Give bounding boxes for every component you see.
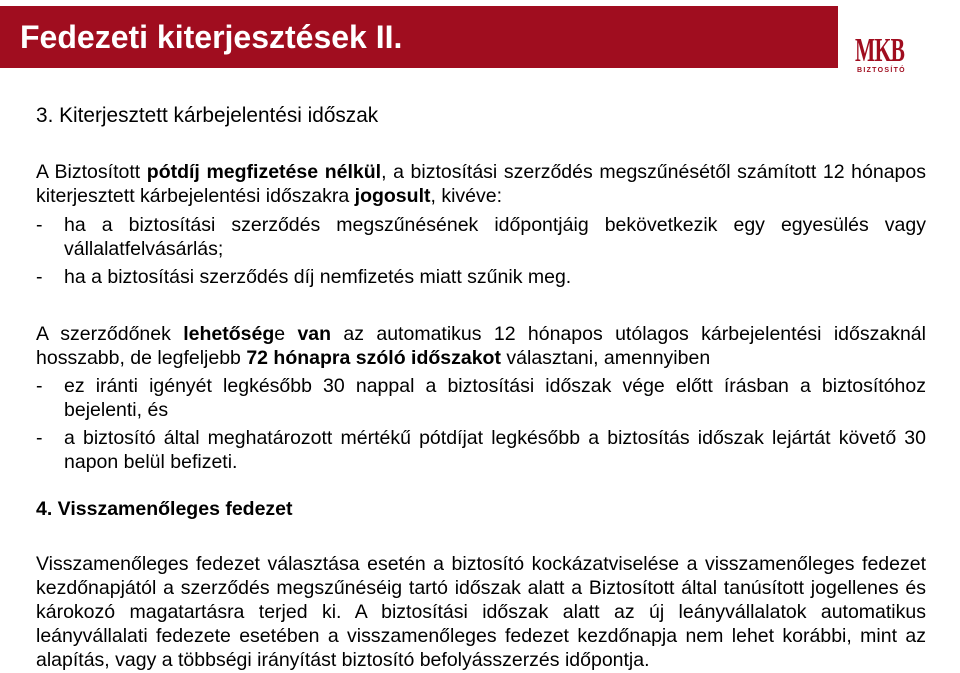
- text-run: , kivéve:: [430, 185, 503, 207]
- paragraph-line: [36, 160, 926, 184]
- paragraph-line: leányvállalati fedezete esetében a visszamenőleges fedezet kezdőnapja nem lehet korábbi, mint az: [36, 625, 926, 647]
- list-dash: -: [36, 266, 43, 288]
- item-text: [64, 213, 926, 261]
- emphasis-text: 72 hónapra szóló időszakot: [246, 347, 501, 369]
- slide-title: Fedezeti kiterjesztések II.: [20, 19, 403, 55]
- emphasis-text: van: [297, 323, 332, 345]
- title-bar: [0, 6, 838, 68]
- exception-item: [36, 265, 926, 289]
- text-run: az automatikus 12 hónapos utólagos kárbejelentési időszaknál: [331, 323, 926, 345]
- section-4-heading: 4. Visszamenőleges fedezet: [36, 498, 293, 520]
- retroactive-cover-paragraph: [36, 552, 926, 672]
- item-line: bejelenti, és: [64, 399, 169, 421]
- item-text: [64, 374, 926, 422]
- item-line: ez iránti igényét legkésőbb 30 nappal a biztosítási időszak vége előtt írásban a biztosítóhoz: [64, 375, 926, 397]
- logo-wordmark: MKB: [855, 32, 905, 69]
- list-dash: -: [36, 427, 43, 449]
- item-text: [64, 265, 926, 289]
- paragraph-line: [36, 346, 926, 370]
- item-line: ha a biztosítási szerződés megszűnésének időpontjáig bekövetkezik egy egyesülés vagy: [64, 214, 926, 236]
- list-dash: -: [36, 375, 43, 397]
- emphasis-text: lehetőség: [183, 323, 275, 345]
- paragraph-line: alapítás, vagy a többségi irányítást biztosító befolyásszerzés időpontja.: [36, 649, 650, 671]
- item-text: [64, 426, 926, 474]
- text-run: választani, amennyiben: [500, 347, 711, 369]
- paragraph-line: [36, 322, 926, 346]
- section-3-heading: 3. Kiterjesztett kárbejelentési időszak: [36, 104, 379, 127]
- paragraph-line: kezdőnapjától a szerződés megszűnéséig tartó időszak alatt a Biztosított által tanúsított jogellenes és: [36, 577, 926, 599]
- paragraph-line: Visszamenőleges fedezet választása esetén a biztosító kockázatviselése a visszamenőleges fedezet: [36, 553, 926, 575]
- text-run: , a biztosítási szerződés megszűnésétől számított 12 hónapos: [381, 161, 926, 183]
- text-run: A Biztosított: [36, 161, 147, 183]
- item-line: vállalatfelvásárlás;: [64, 238, 224, 260]
- text-run: A szerződőnek: [36, 323, 184, 345]
- emphasis-text: pótdíj megfizetése nélkül: [146, 161, 382, 183]
- text-run: hosszabb, de legfeljebb: [36, 347, 247, 369]
- paragraph-line: károkozó magatartásra terjed ki. A biztosítási időszak alatt az új leányvállalatok automatikus: [36, 601, 926, 623]
- extension-option-paragraph: [36, 322, 926, 370]
- list-dash: -: [36, 214, 43, 236]
- condition-item: [36, 426, 926, 474]
- exception-item: [36, 213, 926, 261]
- emphasis-text: jogosult: [354, 185, 431, 207]
- entitlement-paragraph: [36, 160, 926, 208]
- item-line: napon belül befizeti.: [64, 451, 238, 473]
- logo-tagline: BIZTOSÍTÓ: [857, 67, 906, 74]
- paragraph-line: [36, 184, 926, 208]
- condition-item: [36, 374, 926, 422]
- text-run: kiterjesztett kárbejelentési időszakra: [36, 185, 355, 207]
- mkb-logo: [848, 30, 912, 78]
- item-line: a biztosító által meghatározott mértékű pótdíjat legkésőbb a biztosítás időszak lejártát követő 30: [64, 427, 926, 449]
- item-line: ha a biztosítási szerződés díj nemfizetés miatt szűnik meg.: [64, 266, 572, 288]
- text-run: e: [274, 323, 298, 345]
